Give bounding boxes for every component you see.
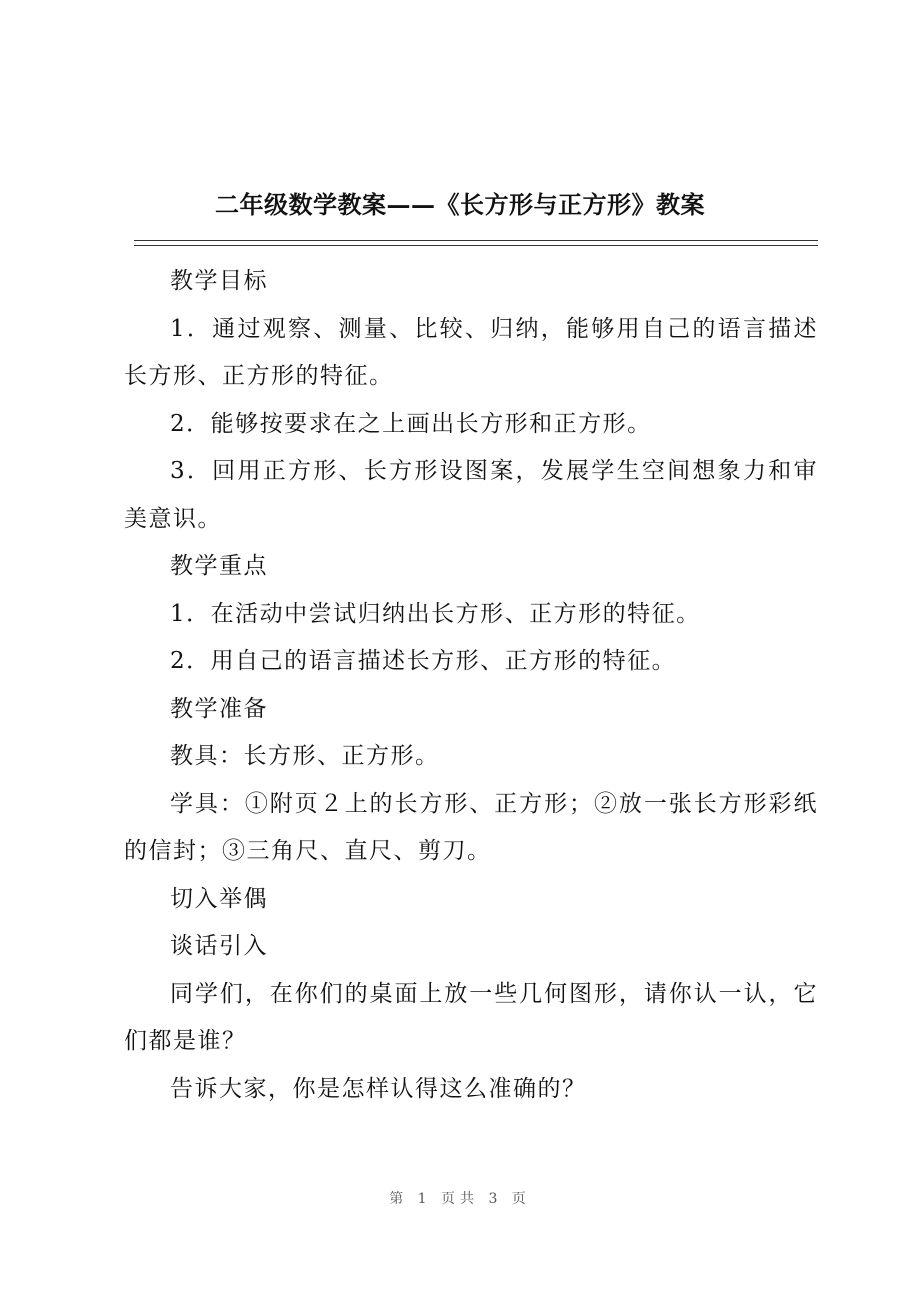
document-body bbox=[124, 258, 818, 1113]
paragraph: 学具：①附页２上的长方形、正方形；②放一张长方形彩纸的信封；③三角尺、直尺、剪刀。 bbox=[124, 790, 818, 864]
heading-teaching-goals: 教学目标 bbox=[170, 268, 268, 294]
heading-teaching-preparation: 教学准备 bbox=[170, 695, 268, 722]
paragraph: 3．回用正方形、长方形设图案，发展学生空间想象力和审美意识。 bbox=[124, 458, 818, 532]
paragraph: 同学们，在你们的桌面上放一些几何图形，请你认一认，它们都是谁？ bbox=[124, 980, 818, 1054]
title-divider-top bbox=[134, 240, 818, 241]
heading-conversation-intro: 谈话引入 bbox=[170, 933, 268, 959]
paragraph: 1．通过观察、测量、比较、归纳，能够用自己的语言描述长方形、正方形的特征。 bbox=[124, 315, 818, 389]
document-title: 二年级数学教案——《长方形与正方形》教案 bbox=[215, 190, 705, 219]
paragraph: 2．用自己的语言描述长方形、正方形的特征。 bbox=[170, 648, 677, 674]
paragraph: 2．能够按要求在之上画出长方形和正方形。 bbox=[170, 410, 652, 437]
paragraph: 1．在活动中尝试归纳出长方形、正方形的特征。 bbox=[170, 600, 701, 627]
heading-teaching-focus: 教学重点 bbox=[170, 553, 268, 579]
paragraph: 教具：长方形、正方形。 bbox=[170, 743, 440, 769]
paragraph: 告诉大家，你是怎样认得这么准确的？ bbox=[170, 1075, 587, 1102]
page-footer: 第 1 页共 3 页 bbox=[389, 1191, 531, 1207]
title-divider-bottom bbox=[134, 245, 818, 246]
heading-introduction: 切入举偶 bbox=[170, 885, 268, 912]
